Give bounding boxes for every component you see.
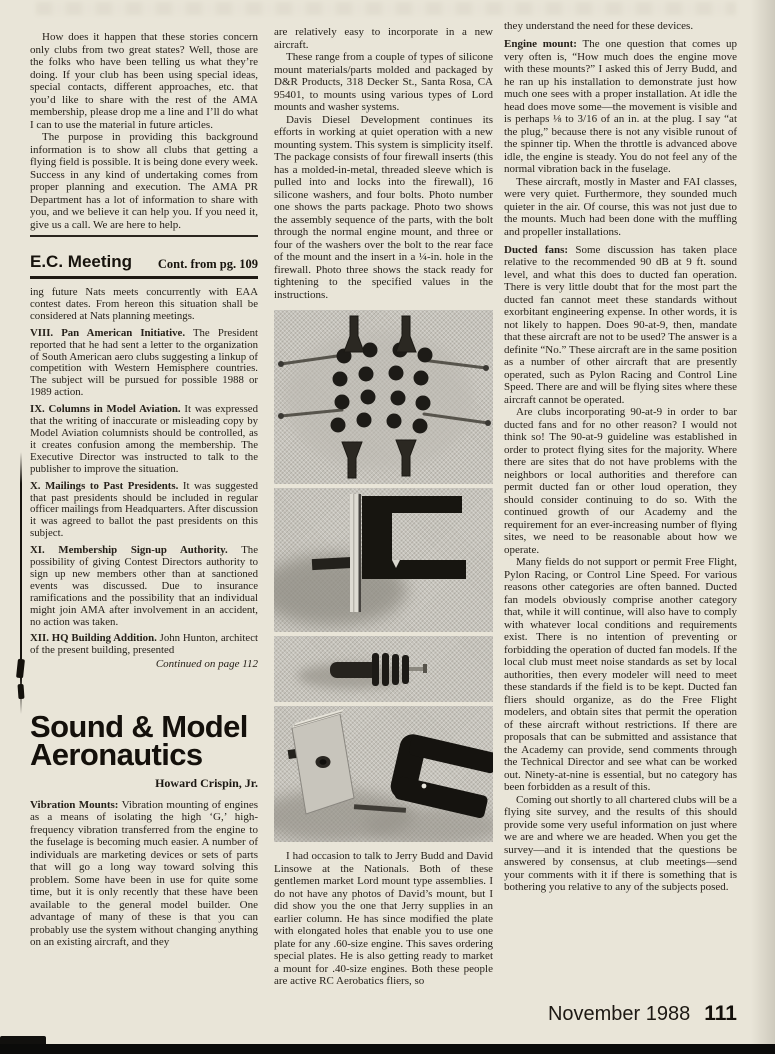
byline: Howard Crispin, Jr. [155,775,258,790]
paragraph: they understand the need for these devices. [504,20,694,32]
washer-stack-photo [274,636,493,702]
item-text: John Hunton, architect of the present building, presented [30,632,258,657]
paragraph [30,481,258,541]
item-text: It was expressed that the writing of inaccurate or misleading copy by Model Aviation columnists should be controlled, as it creates confusion among the membership. The Executive Director was instructed to talk to the publisher to improve the situation. [30,403,258,475]
paragraph-text: Some discussion has taken place relative to the recommended 90 dB at 9 ft. sound level, and what this does to ducted fan operation. There is very little doubt that for the most part the ducted fan cannot meet these standards without exorbitant engineering expense. In other words, it is not likely to happen. Does 90-at-9, then, mandate that these aircraft are not to be used? The answer is a definite “No.” These aircraft are in the same position as a number of other aircraft that are presently operated, such as Pylon Racing and Control Line Speed. There are and will be flying sites where these aircraft cannot be operated. [504,243,737,406]
issue-date: November 1988 [547,1003,691,1025]
article-title [30,708,258,773]
item-text: The President reported that he had sent a letter to the organization of South American aero clubs suggesting a linkup of competition with Western Hemisphere countries. The subject will be pursued for possible 1988 or 1989 action. [30,326,258,399]
item-lead: VIII. Pan American Initiative. [30,326,186,339]
paragraph: Many fields do not support or permit Free Flight, Pylon Racing, or Control Line Speed. For various reasons other categories are often banned. Ducted fan models obviously comprise another category that, while it will continue, will also have to comply with whatever local conditions and requirements exist. There is no intention of preventing or forbidding the operation of ducted fan models. If the local club must meet noise standards as set by local authorities, then every modeler will need to meet these standards if the field is to be kept. Ducted fan fliers should organize, as do the Free Flight modelers, and obtain sites that permit the operation of these aircraft without restrictions. If there are proposals that can be submitted and assistance that the Academy can provide, send comments through the Technical Director and see what can be worked out. Ninety-at-nine is essential, but no category has been forbidden as a result of this. [504,556,737,793]
item-text: It was suggested that past presidents should be included in regular officer mailings from Headquarters. After discussion it was agreed to ballot the past presidents on this subject. [30,479,258,540]
paragraph [504,244,737,407]
scan-right-shadow [751,0,775,1054]
ec-meeting-header [30,237,258,276]
section-header-rule [30,276,258,279]
paragraph: These aircraft, mostly in Master and FAI classes, were very quiet. Furthermore, they sounded much quieter in the air. Of course, this was not just due to the mounts. Much had been done with the muffling and propeller installations. [504,175,737,238]
item-lead: X. Mailings to Past Presidents. [30,479,179,492]
parts-package-illustration [274,310,493,484]
paragraph-text: Vibration mounting of engines as a means of isolating the high ‘G,’ high-frequency vibration transferred from the engine to the fuselage is becoming much easier. A number of individuals are marketing devices or sets of parts that will go a long way toward solving this problem. Some have been in use for quite some time, but it is only recently that these have been available to the general model builder. One advantage of many of these is that you can probably use the system without changing anything on an existing aircraft, and they [30,798,258,949]
item-lead: XII. HQ Building Addition. [30,632,157,645]
paragraph: Are clubs incorporating 90-at-9 in order to bar ducted fans and for no other reason? I would not think so! The 90-at-9 guideline was established in order to protect flying sites for the majority. Where there are sites that do not have problems with the neighbors or local authorities and therefore can permit ducted fan or other loud operation, they should consider continuing to do so. With the continued growth of our Academy and the requirement for an ever-increasing number of flying sites, we need to be reasonable about how we operate. [504,406,737,556]
paragraph [30,799,258,949]
paragraph [30,328,258,399]
article-title-line1: Sound & Model [30,708,248,744]
scan-smudge [16,659,25,679]
paragraph-lead: Vibration Mounts: [30,798,119,811]
paragraph: Davis Diesel Development continues its efforts in working at quiet operation with a new mounting system. This system is simplicity itself. The package consists of four firewall inserts (this has a molded-in-metal, threaded sleeve which is pulled into and locks into the firewall), 16 silicone washers, and four bolts. Photo number one shows the parts package. Photo two shows the assembly sequence of the parts, with the bolt through the normal engine mount, and three or four of the washers over the bolt to the rear face of the mount and the insert in a ¼-in. hole in the firewall. Photo three shows the stack ready for tightening to the specified values in the instructions. [274,113,493,301]
ec-meeting-section [30,235,258,671]
scan-bottom-edge [0,1044,775,1054]
lord-mount-illustration [274,706,493,842]
parts-package-photo [274,310,493,484]
mount-assembly-side-photo [274,488,493,632]
paragraph: The purpose in providing this background information is to show all clubs that getting a flying field is possible. It is being done every week. Success in any kind of undertaking comes from proper planning and execution. The AMA PR Department has a lot of information to share with you, and we believe it can help you. If you need it, give us a call. We are here to help. [30,131,258,231]
paragraph: ing future Nats meets concurrently with EAA contest dates. From hereon this situation shall be considered at Nats planning meetings. [30,286,258,322]
section-title: E.C. Meeting [30,252,133,271]
paragraph: These range from a couple of types of silicone mount materials/parts molded and packaged by D&R Products, 318 Decker St., Santa Rosa, CA 95401, to mounts using various types of Lord mounts and washer systems. [274,51,493,113]
item-lead: XI. Membership Sign-up Authority. [30,544,228,557]
paragraph: Coming out shortly to all chartered clubs will be a flying site survey, and the results of this should provide some very useful information on just where we are and where we are headed. When you get the survey—and it is intended that the questions be answered by consensus, at club meetings—send your comments with it if there is something that is bothering you relative to any of the subjects posed. [504,793,737,893]
paragraph: How does it happen that these stories concern only clubs from two great states? Well, those are the folks who have been telling us what they’re doing. If your club has been using special ideas, special contacts, different approaches, etc. that you’d like to share with the rest of the AMA membership, please drop me a line and I’ll do what I can to use the material in future articles. [30,31,258,131]
item-lead: IX. Columns in Model Aviation. [30,403,181,416]
middle-column [274,0,493,988]
continued-on-note: Continued on page 112 [155,658,258,671]
washer-stack-illustration [274,636,493,702]
paragraph [30,545,258,628]
paragraph [30,633,258,657]
item-text: The possibility of giving Contest Directors authority to sign up new members other than at sanctioned events was discussed. Due to insurance ramifications and the possibility that an individual might join AMA after involvement in an accident, no action was taken. [30,544,258,628]
right-column [504,0,737,894]
left-column [30,0,258,949]
page-footer [504,1002,737,1026]
paragraph: I had occasion to talk to Jerry Budd and David Linsowe at the Nationals. Both of these gentlemen market Lord mount type assemblies. I do not have any photos of David’s mount, but I did show you the one that Jerry supplies in an earlier column. He has since modified the plate with elongated holes that enable you to use one plate for any .60-size engine. This saves ordering special plates. He is also getting ready to market a mount for .40-size engines. Both these people are active RC Aerobatics fliers, so [274,850,493,987]
paragraph [504,38,737,176]
paragraph [30,404,258,475]
scan-smudge [17,684,24,699]
mount-assembly-illustration [274,488,493,632]
lord-mount-and-plate-photo [274,706,493,842]
paragraph-lead: Ducted fans: [504,243,569,256]
paragraph: are relatively easy to incorporate in a new aircraft. [274,26,493,51]
article-title-line2: Aeronautics [30,737,203,773]
page-number: 111 [704,1002,737,1025]
paragraph-text: The one question that comes up very often is, “How much does the engine move with these mounts?” I asked this of Jerry Budd, and he ran up his installation to demonstrate just how much one sees with a proper installation. At idle the head does move some—the movement is visible and is perhaps ⅛ to 3/16 of an in. at the plug. I say “at the plug,” because there is not any visible runout of the spinner tip. When the throttle is advanced above idle, the engine is steady. You do not feel any of the normal vibration back in the fuselage. [504,38,737,175]
continued-from-note: Cont. from pg. 109 [157,257,258,271]
paragraph-lead: Engine mount: [504,38,577,50]
